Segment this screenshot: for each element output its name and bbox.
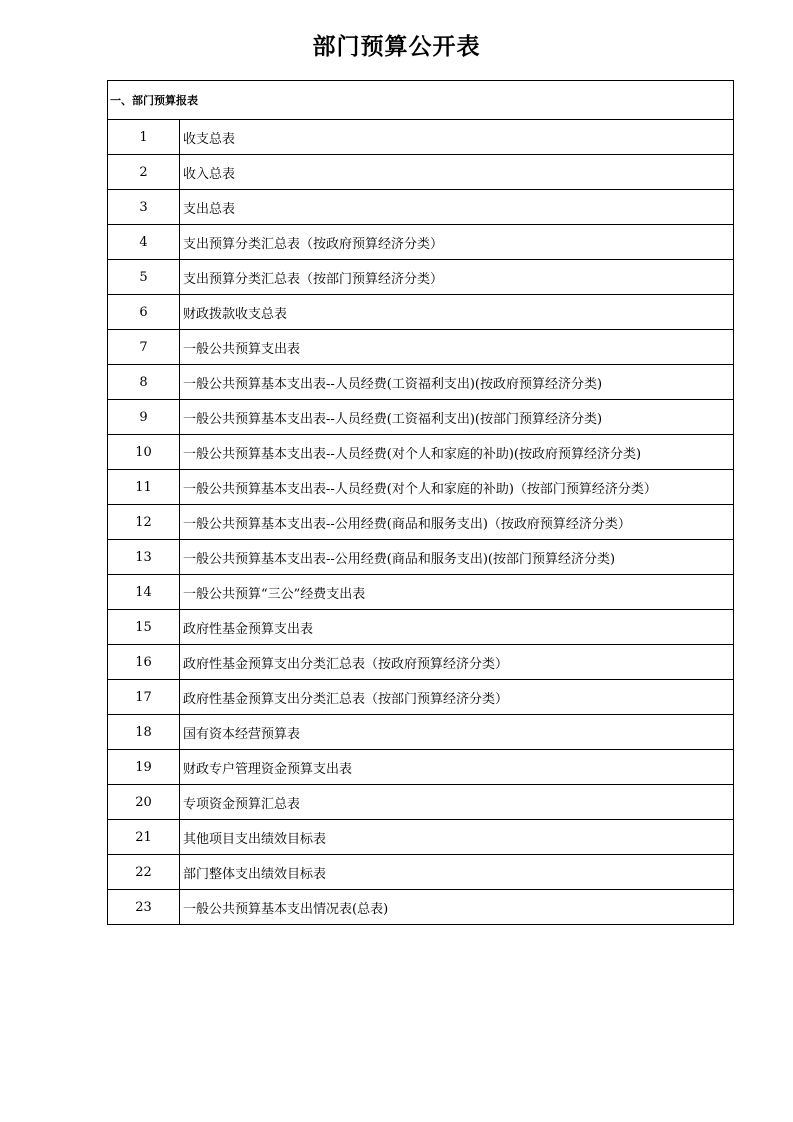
row-number: 10: [108, 435, 180, 470]
row-number: 12: [108, 505, 180, 540]
report-name-text: 一般公共预算支出表: [183, 341, 301, 357]
row-number: 23: [108, 890, 180, 925]
table-row: [108, 680, 734, 715]
row-number: 14: [108, 575, 180, 610]
row-number: 9: [108, 400, 180, 435]
row-number: 13: [108, 540, 180, 575]
row-report-name: [180, 610, 734, 645]
report-name-text: 支出总表: [183, 201, 236, 217]
table-row: [108, 715, 734, 750]
table-row: [108, 610, 734, 645]
report-name-text: 财政专户管理资金预算支出表: [183, 761, 353, 777]
row-report-name: [180, 190, 734, 225]
row-number: 5: [108, 260, 180, 295]
report-name-text: 专项资金预算汇总表: [183, 796, 301, 812]
page-title: 部门预算公开表: [312, 34, 481, 60]
row-report-name: [180, 400, 734, 435]
row-number: 1: [108, 120, 180, 155]
table-row: [108, 785, 734, 820]
budget-report-index-table: [107, 80, 734, 925]
row-number: 3: [108, 190, 180, 225]
row-number: 6: [108, 295, 180, 330]
report-name-text: 政府性基金预算支出表: [183, 621, 314, 637]
row-number: 4: [108, 225, 180, 260]
report-name-text: 收支总表: [183, 131, 236, 147]
table-row: [108, 225, 734, 260]
row-report-name: [180, 820, 734, 855]
table-row: [108, 260, 734, 295]
table-row: [108, 330, 734, 365]
section-header-label: 一、部门预算报表: [108, 81, 734, 120]
row-report-name: [180, 260, 734, 295]
report-name-text: 财政拨款收支总表: [183, 306, 288, 322]
row-report-name: [180, 575, 734, 610]
report-name-text: 国有资本经营预算表: [183, 726, 301, 742]
row-report-name: [180, 680, 734, 715]
row-report-name: [180, 715, 734, 750]
row-report-name: [180, 505, 734, 540]
row-report-name: [180, 225, 734, 260]
row-report-name: [180, 470, 734, 505]
row-report-name: [180, 295, 734, 330]
report-name-text: 支出预算分类汇总表（按政府预算经济分类）: [183, 236, 444, 252]
row-report-name: [180, 750, 734, 785]
row-report-name: [180, 365, 734, 400]
table-row: [108, 400, 734, 435]
table-row: [108, 575, 734, 610]
report-name-text: 政府性基金预算支出分类汇总表（按部门预算经济分类）: [183, 691, 509, 707]
table-row: [108, 155, 734, 190]
table-row: [108, 190, 734, 225]
table-row: [108, 295, 734, 330]
table-row: [108, 540, 734, 575]
report-name-text: 政府性基金预算支出分类汇总表（按政府预算经济分类）: [183, 656, 509, 672]
row-report-name: [180, 435, 734, 470]
table-row: [108, 750, 734, 785]
row-report-name: [180, 785, 734, 820]
row-number: 22: [108, 855, 180, 890]
row-number: 18: [108, 715, 180, 750]
report-name-text: 一般公共预算基本支出表--人员经费(对个人和家庭的补助)（按部门预算经济分类）: [183, 481, 657, 497]
report-name-text: 收入总表: [183, 166, 236, 182]
table-row: [108, 645, 734, 680]
table-row: [108, 855, 734, 890]
row-report-name: [180, 155, 734, 190]
table-row: [108, 120, 734, 155]
report-name-text: 支出预算分类汇总表（按部门预算经济分类）: [183, 271, 444, 287]
row-report-name: [180, 540, 734, 575]
report-name-text: 一般公共预算基本支出表--人员经费(工资福利支出)(按政府预算经济分类): [183, 376, 603, 392]
row-report-name: [180, 330, 734, 365]
row-number: 7: [108, 330, 180, 365]
table-row: [108, 890, 734, 925]
row-number: 16: [108, 645, 180, 680]
row-number: 11: [108, 470, 180, 505]
report-name-text: 其他项目支出绩效目标表: [183, 831, 327, 847]
row-number: 8: [108, 365, 180, 400]
row-report-name: [180, 120, 734, 155]
row-report-name: [180, 645, 734, 680]
report-name-text: 部门整体支出绩效目标表: [183, 866, 327, 882]
report-name-text: 一般公共预算基本支出情况表(总表): [183, 901, 389, 917]
row-number: 17: [108, 680, 180, 715]
row-number: 2: [108, 155, 180, 190]
row-report-name: [180, 855, 734, 890]
report-name-text: 一般公共预算基本支出表--人员经费(对个人和家庭的补助)(按政府预算经济分类): [183, 446, 642, 462]
report-name-text: 一般公共预算基本支出表--公用经费(商品和服务支出)（按政府预算经济分类）: [183, 516, 631, 532]
row-report-name: [180, 890, 734, 925]
table-row: [108, 435, 734, 470]
report-name-text: 一般公共预算基本支出表--公用经费(商品和服务支出)(按部门预算经济分类): [183, 551, 616, 567]
row-number: 21: [108, 820, 180, 855]
table-row: [108, 820, 734, 855]
table-row: [108, 505, 734, 540]
row-number: 20: [108, 785, 180, 820]
section-header-row: [108, 81, 734, 120]
table-row: [108, 470, 734, 505]
row-number: 19: [108, 750, 180, 785]
report-name-text: 一般公共预算基本支出表--人员经费(工资福利支出)(按部门预算经济分类): [183, 411, 603, 427]
row-number: 15: [108, 610, 180, 645]
table-row: [108, 365, 734, 400]
report-name-text: 一般公共预算“三公”经费支出表: [183, 586, 366, 602]
